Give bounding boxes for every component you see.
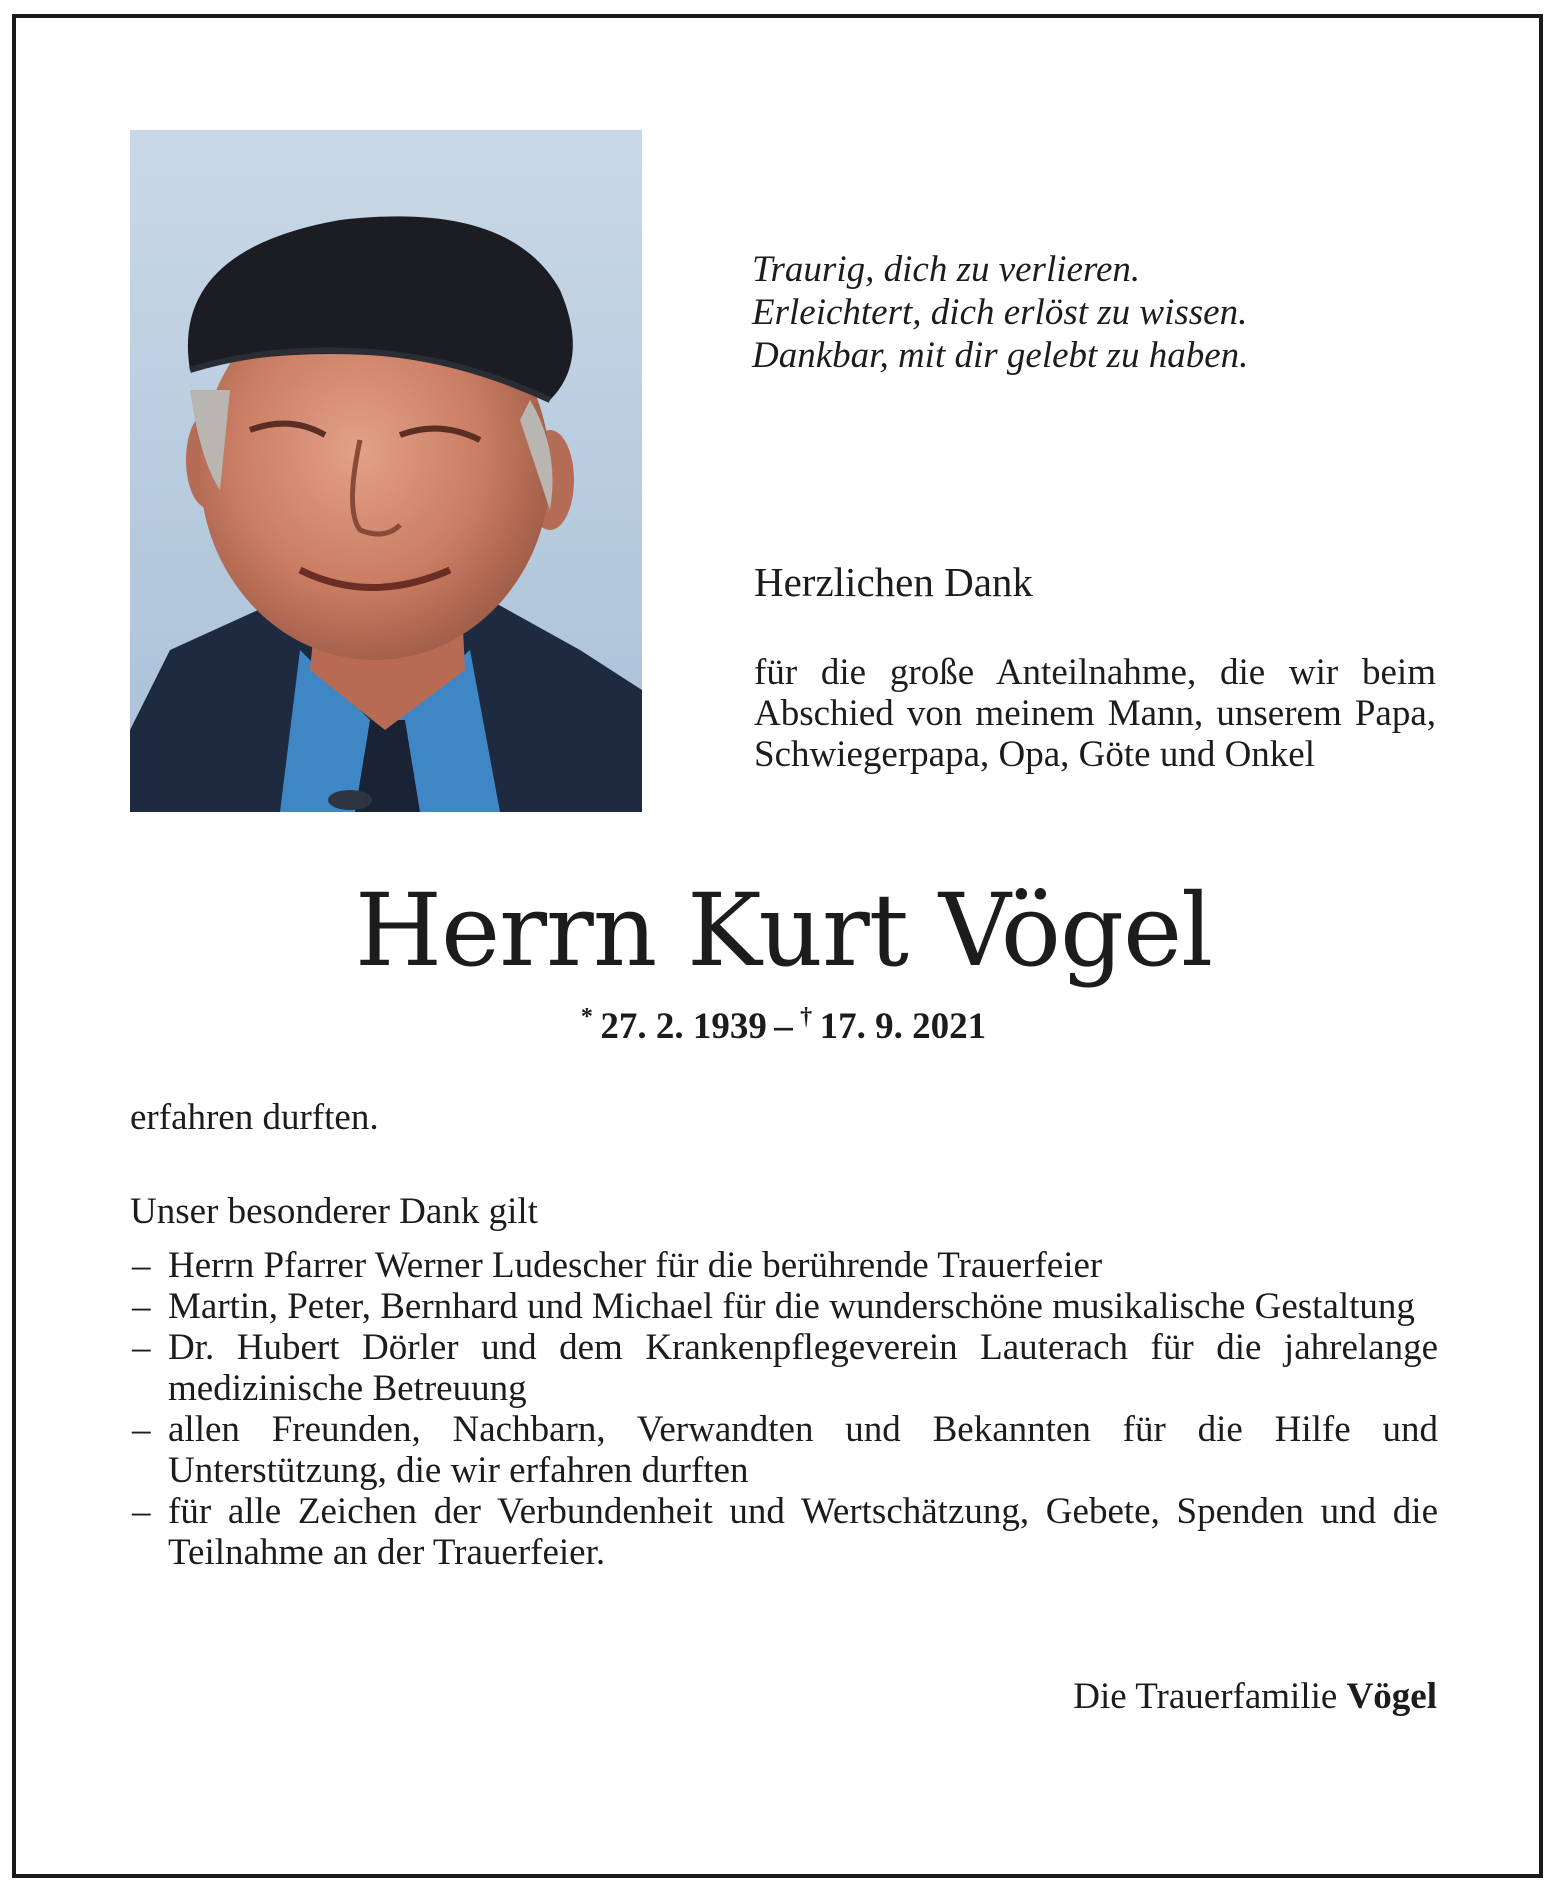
poem-line-1: Traurig, dich zu verlieren. <box>752 249 1141 290</box>
continuation-text: erfahren durften. <box>130 1097 379 1138</box>
poem-line-2: Erleichtert, dich erlöst zu wissen. <box>752 292 1248 333</box>
special-thanks-list <box>130 1245 1438 1573</box>
list-dash: – <box>132 1286 151 1327</box>
birth-mark: * <box>580 1004 593 1030</box>
thanks-text: für die große Anteilnahme, die wir beim Abschied von meinem Mann, unserem Papa, Schwiegerpapa, Opa, Göte und Onkel <box>754 652 1436 775</box>
special-thanks-intro: Unser besonderer Dank gilt <box>130 1191 538 1232</box>
list-item <box>130 1327 1438 1409</box>
list-item <box>130 1491 1438 1573</box>
list-dash: – <box>132 1245 151 1286</box>
signature-family: Vögel <box>1346 1676 1437 1717</box>
list-item-text: Martin, Peter, Bernhard und Michael für die wunderschöne musikalische Gestaltung <box>168 1286 1415 1327</box>
death-date: 17. 9. 2021 <box>819 1006 987 1047</box>
list-item <box>130 1245 1438 1286</box>
thanks-heading: Herzlichen Dank <box>754 559 1033 605</box>
list-item <box>130 1409 1438 1491</box>
signature-prefix: Die Trauerfamilie <box>1073 1676 1338 1717</box>
list-item-text: Herrn Pfarrer Werner Ludescher für die berührende Trauerfeier <box>168 1245 1103 1286</box>
life-dates <box>0 1004 1567 1048</box>
list-item-text: allen Freunden, Nachbarn, Verwandten und Bekannten für die Hilfe und Unterstützung, die wir erfahren durften <box>168 1409 1438 1491</box>
signature <box>1073 1675 1437 1718</box>
portrait-photo <box>130 130 642 812</box>
list-dash: – <box>132 1409 151 1450</box>
list-item-text: Dr. Hubert Dörler und dem Krankenpflegeverein Lauterach für die jahrelange medizinische Betreuung <box>168 1327 1438 1409</box>
list-item <box>130 1286 1438 1327</box>
deceased-name: Herrn Kurt Vögel <box>354 872 1213 989</box>
date-separator: – <box>774 1006 793 1047</box>
poem-quote <box>752 248 1452 377</box>
list-item-text: für alle Zeichen der Verbundenheit und Wertschätzung, Gebete, Spenden und die Teilnahme an der Trauerfeier. <box>168 1491 1438 1573</box>
poem-line-3: Dankbar, mit dir gelebt zu haben. <box>752 335 1249 376</box>
list-dash: – <box>132 1327 151 1368</box>
birth-date: 27. 2. 1939 <box>600 1006 767 1047</box>
death-mark: † <box>800 1004 813 1030</box>
list-dash: – <box>132 1491 151 1532</box>
